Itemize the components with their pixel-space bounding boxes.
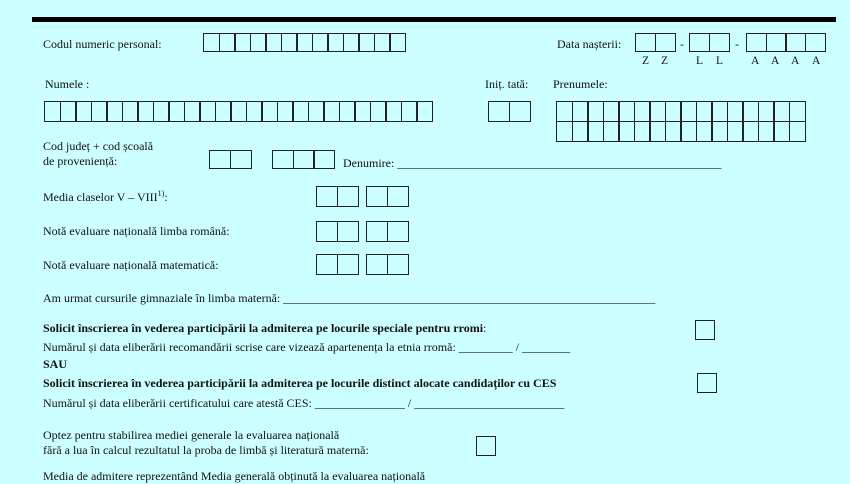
cod-scoala-boxes[interactable] — [272, 150, 334, 169]
dob-label: Data nașterii: — [557, 37, 622, 51]
rromi-recomandare-field[interactable]: Numărul și data eliberării recomandării scrise care vizează apartenența la etnia rromă: _________ / ________ — [43, 340, 571, 354]
cod-judet-label-2: de proveniență: — [43, 154, 118, 168]
ces-heading: Solicit înscrierea în vederea participării la admiterea pe locurile distinct alocate candidaților cu CES — [43, 376, 557, 390]
ces-checkbox[interactable] — [697, 373, 717, 393]
dob-year-boxes[interactable] — [746, 33, 824, 52]
media-claselor-dec-boxes[interactable] — [366, 186, 407, 207]
denumire-field[interactable]: Denumire: ______________________________________________________ — [343, 156, 722, 170]
nota-romana-label: Notă evaluare națională limba română: — [43, 224, 230, 238]
optez-checkbox[interactable] — [476, 436, 496, 456]
numele-label: Numele : — [45, 77, 90, 91]
media-claselor-label: Media claselor V – VIII$^{1)}$: — [43, 189, 168, 204]
dob-format-l1: L — [696, 55, 704, 67]
cnp-label: Codul numeric personal: — [43, 37, 162, 51]
sau-label: SAU — [43, 357, 68, 371]
dob-month-boxes[interactable] — [689, 33, 728, 52]
optez-label-2: fără a lua în calcul rezultatul la proba de limbă și literatură maternă: — [43, 443, 369, 457]
prenumele-boxes-row1[interactable] — [556, 101, 804, 122]
nota-mate-label: Notă evaluare națională matematică: — [43, 258, 219, 272]
cnp-boxes[interactable] — [203, 33, 405, 52]
prenumele-boxes-row2[interactable] — [556, 121, 804, 142]
numele-boxes[interactable] — [44, 101, 432, 122]
dob-separator: - — [735, 37, 739, 51]
media-admitere-label: Media de admitere reprezentând Media generală obținută la evaluarea națională — [43, 469, 426, 483]
dob-format-a4: A — [812, 55, 821, 67]
top-rule — [32, 17, 836, 22]
dob-format-l2: L — [716, 55, 724, 67]
dob-format-z1: Z — [642, 55, 650, 67]
media-footnote-mark: 1) — [157, 189, 165, 198]
media-claselor-int-boxes[interactable] — [316, 186, 357, 207]
limba-materna-field[interactable]: Am urmat cursurile gimnaziale în limba maternă: ______________________________________________________________ — [43, 291, 656, 305]
rromi-checkbox[interactable] — [695, 320, 715, 340]
prenumele-label: Prenumele: — [553, 77, 608, 91]
nota-romana-dec-boxes[interactable] — [366, 221, 407, 242]
nota-romana-int-boxes[interactable] — [316, 221, 357, 242]
cod-judet-label-1: Cod județ + cod școală — [43, 139, 154, 153]
rromi-heading: Solicit înscrierea în vederea participării la admiterea pe locurile speciale pentru rromi: — [43, 321, 487, 335]
dob-format-a3: A — [791, 55, 800, 67]
dob-format-z2: Z — [661, 55, 669, 67]
nota-mate-dec-boxes[interactable] — [366, 254, 407, 275]
dob-separator: - — [680, 37, 684, 51]
dob-format-a2: A — [771, 55, 780, 67]
cod-judet-boxes[interactable] — [209, 150, 250, 169]
dob-day-boxes[interactable] — [635, 33, 674, 52]
dob-format-a1: A — [751, 55, 760, 67]
ces-certificat-field[interactable]: Numărul și data eliberării certificatului care atestă CES: _______________ / _________________________ — [43, 396, 565, 410]
init-tata-label: Iniț. tată: — [485, 77, 529, 91]
nota-mate-int-boxes[interactable] — [316, 254, 357, 275]
init-tata-boxes[interactable] — [488, 101, 529, 122]
optez-label-1: Optez pentru stabilirea mediei generale la evaluarea națională — [43, 428, 340, 442]
